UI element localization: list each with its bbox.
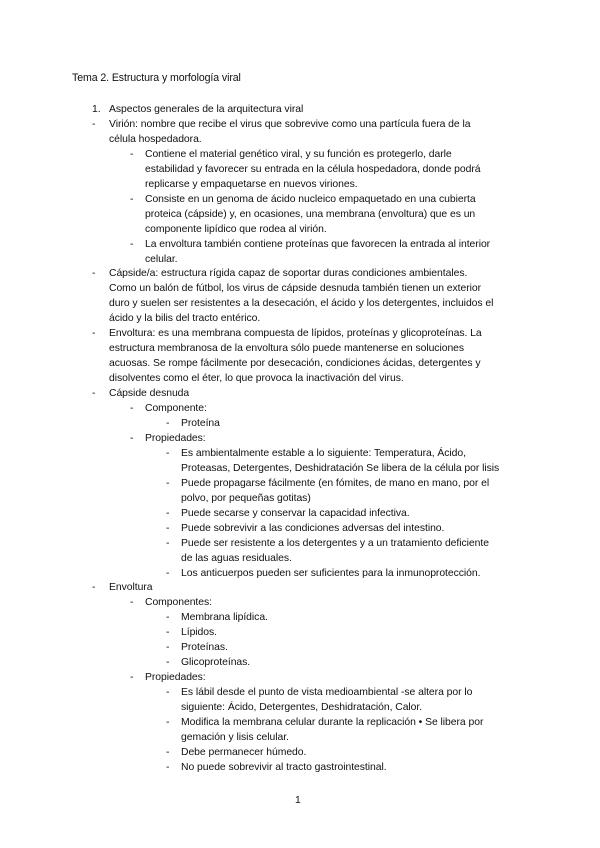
list-bullet-dash: - (166, 717, 170, 728)
list-item-text: La envoltura también contiene proteínas que favorecen la entrada al interior (145, 239, 491, 250)
list-bullet-dash: - (130, 239, 134, 250)
list-item-text: Como un balón de fútbol, los virus de cápside desnuda también tienen un exterior (109, 283, 482, 294)
list-item-text: polvo, por pequeñas gotitas) (181, 493, 311, 504)
page-number: 1 (295, 795, 301, 806)
list-bullet-dash: - (166, 538, 170, 549)
list-bullet-dash: - (166, 747, 170, 758)
list-bullet-dash: - (92, 582, 96, 593)
list-item-text: Componentes: (145, 597, 212, 608)
page-title: Tema 2. Estructura y morfología viral (72, 72, 241, 84)
list-bullet-dash: - (130, 433, 134, 444)
list-bullet-dash: - (92, 268, 96, 279)
list-item-text: gemación y lisis celular. (181, 732, 289, 743)
list-item-text: Aspectos generales de la arquitectura viral (109, 104, 304, 115)
list-item-text: Consiste en un genoma de ácido nucleico empaquetado en una cubierta (145, 194, 476, 205)
list-item-text: Propiedades: (145, 433, 206, 444)
list-item-text: duro y suelen ser resistentes a la desecación, el ácido y los detergentes, incluidos el (109, 298, 494, 309)
list-bullet-dash: - (166, 448, 170, 459)
list-bullet-dash: - (130, 597, 134, 608)
list-item-text: Lípidos. (181, 627, 217, 638)
list-bullet-dash: - (130, 672, 134, 683)
list-item-text: componente lipídico que rodea al virión. (145, 224, 327, 235)
list-bullet-dash: - (166, 642, 170, 653)
list-bullet-dash: - (166, 657, 170, 668)
list-item-text: Modifica la membrana celular durante la replicación • Se libera por (181, 717, 484, 728)
list-item-text: estabilidad y favorecer su entrada en la célula hospedadora, donde podrá (145, 164, 481, 175)
list-item-text: Propiedades: (145, 672, 206, 683)
list-item-text: Cápside desnuda (109, 388, 190, 399)
list-item-text: Glicoproteínas. (181, 657, 251, 668)
list-item-text: Puede propagarse fácilmente (en fómites, de mano en mano, por el (181, 478, 490, 489)
list-item-text: estructura membranosa de la envoltura sólo puede mantenerse en soluciones (109, 343, 465, 354)
list-item-text: siguiente: Ácido, Detergentes, Deshidratación, Calor. (181, 702, 423, 713)
list-bullet-dash: - (92, 119, 96, 130)
list-item-text: Puede secarse y conservar la capacidad infectiva. (181, 508, 410, 519)
list-item-text: Puede ser resistente a los detergentes y a un tratamiento deficiente (181, 538, 489, 549)
list-item-text: Los anticuerpos pueden ser suficientes para la inmunoprotección. (181, 568, 481, 579)
list-item-text: Envoltura (109, 582, 153, 593)
list-item-text: proteica (cápside) y, en ocasiones, una membrana (envoltura) que es un (145, 209, 476, 220)
list-item-text: Es lábil desde el punto de vista medioambiental -se altera por lo (181, 687, 473, 698)
list-item-text: No puede sobrevivir al tracto gastrointestinal. (181, 762, 387, 773)
list-item-text: célula hospedadora. (109, 134, 202, 145)
list-bullet-dash: - (166, 612, 170, 623)
list-bullet-dash: - (92, 328, 96, 339)
list-item-text: Componente: (145, 403, 207, 414)
list-item-text: de las aguas residuales. (181, 553, 292, 564)
list-item-text: Cápside/a: estructura rígida capaz de soportar duras condiciones ambientales. (109, 268, 468, 279)
list-bullet-dash: - (166, 627, 170, 638)
list-item-text: ácido y la bilis del tracto entérico. (109, 313, 261, 324)
list-item-text: Contiene el material genético viral, y su función es protegerlo, darle (145, 149, 452, 160)
list-item-text: Envoltura: es una membrana compuesta de lípidos, proteínas y glicoproteínas. La (109, 328, 482, 339)
list-item-text: Proteasas, Detergentes, Deshidratación Se libera de la célula por lisis (181, 463, 500, 474)
list-bullet-dash: - (166, 523, 170, 534)
list-item-text: Virión: nombre que recibe el virus que sobrevive como una partícula fuera de la (109, 119, 471, 130)
list-bullet-dash: - (166, 568, 170, 579)
list-item-text: Es ambientalmente estable a lo siguiente: Temperatura, Ácido, (181, 448, 466, 459)
list-number: 1. (92, 104, 101, 115)
list-item-text: disolventes como el éter, lo que provoca la inactivación del virus. (109, 373, 404, 384)
list-bullet-dash: - (166, 478, 170, 489)
list-bullet-dash: - (166, 762, 170, 773)
list-bullet-dash: - (130, 403, 134, 414)
list-item-text: Proteínas. (181, 642, 228, 653)
list-bullet-dash: - (92, 388, 96, 399)
list-item-text: Puede sobrevivir a las condiciones adversas del intestino. (181, 523, 445, 534)
list-bullet-dash: - (130, 149, 134, 160)
list-bullet-dash: - (130, 194, 134, 205)
list-bullet-dash: - (166, 418, 170, 429)
list-item-text: acuosas. Se rompe fácilmente por desecación, condiciones ácidas, detergentes y (109, 358, 481, 369)
list-bullet-dash: - (166, 508, 170, 519)
list-bullet-dash: - (166, 687, 170, 698)
list-item-text: Debe permanecer húmedo. (181, 747, 307, 758)
list-item-text: Proteína (181, 418, 220, 429)
list-item-text: replicarse y empaquetarse en nuevos viriones. (145, 179, 358, 190)
list-item-text: Membrana lipídica. (181, 612, 268, 623)
list-item-text: celular. (145, 254, 178, 265)
